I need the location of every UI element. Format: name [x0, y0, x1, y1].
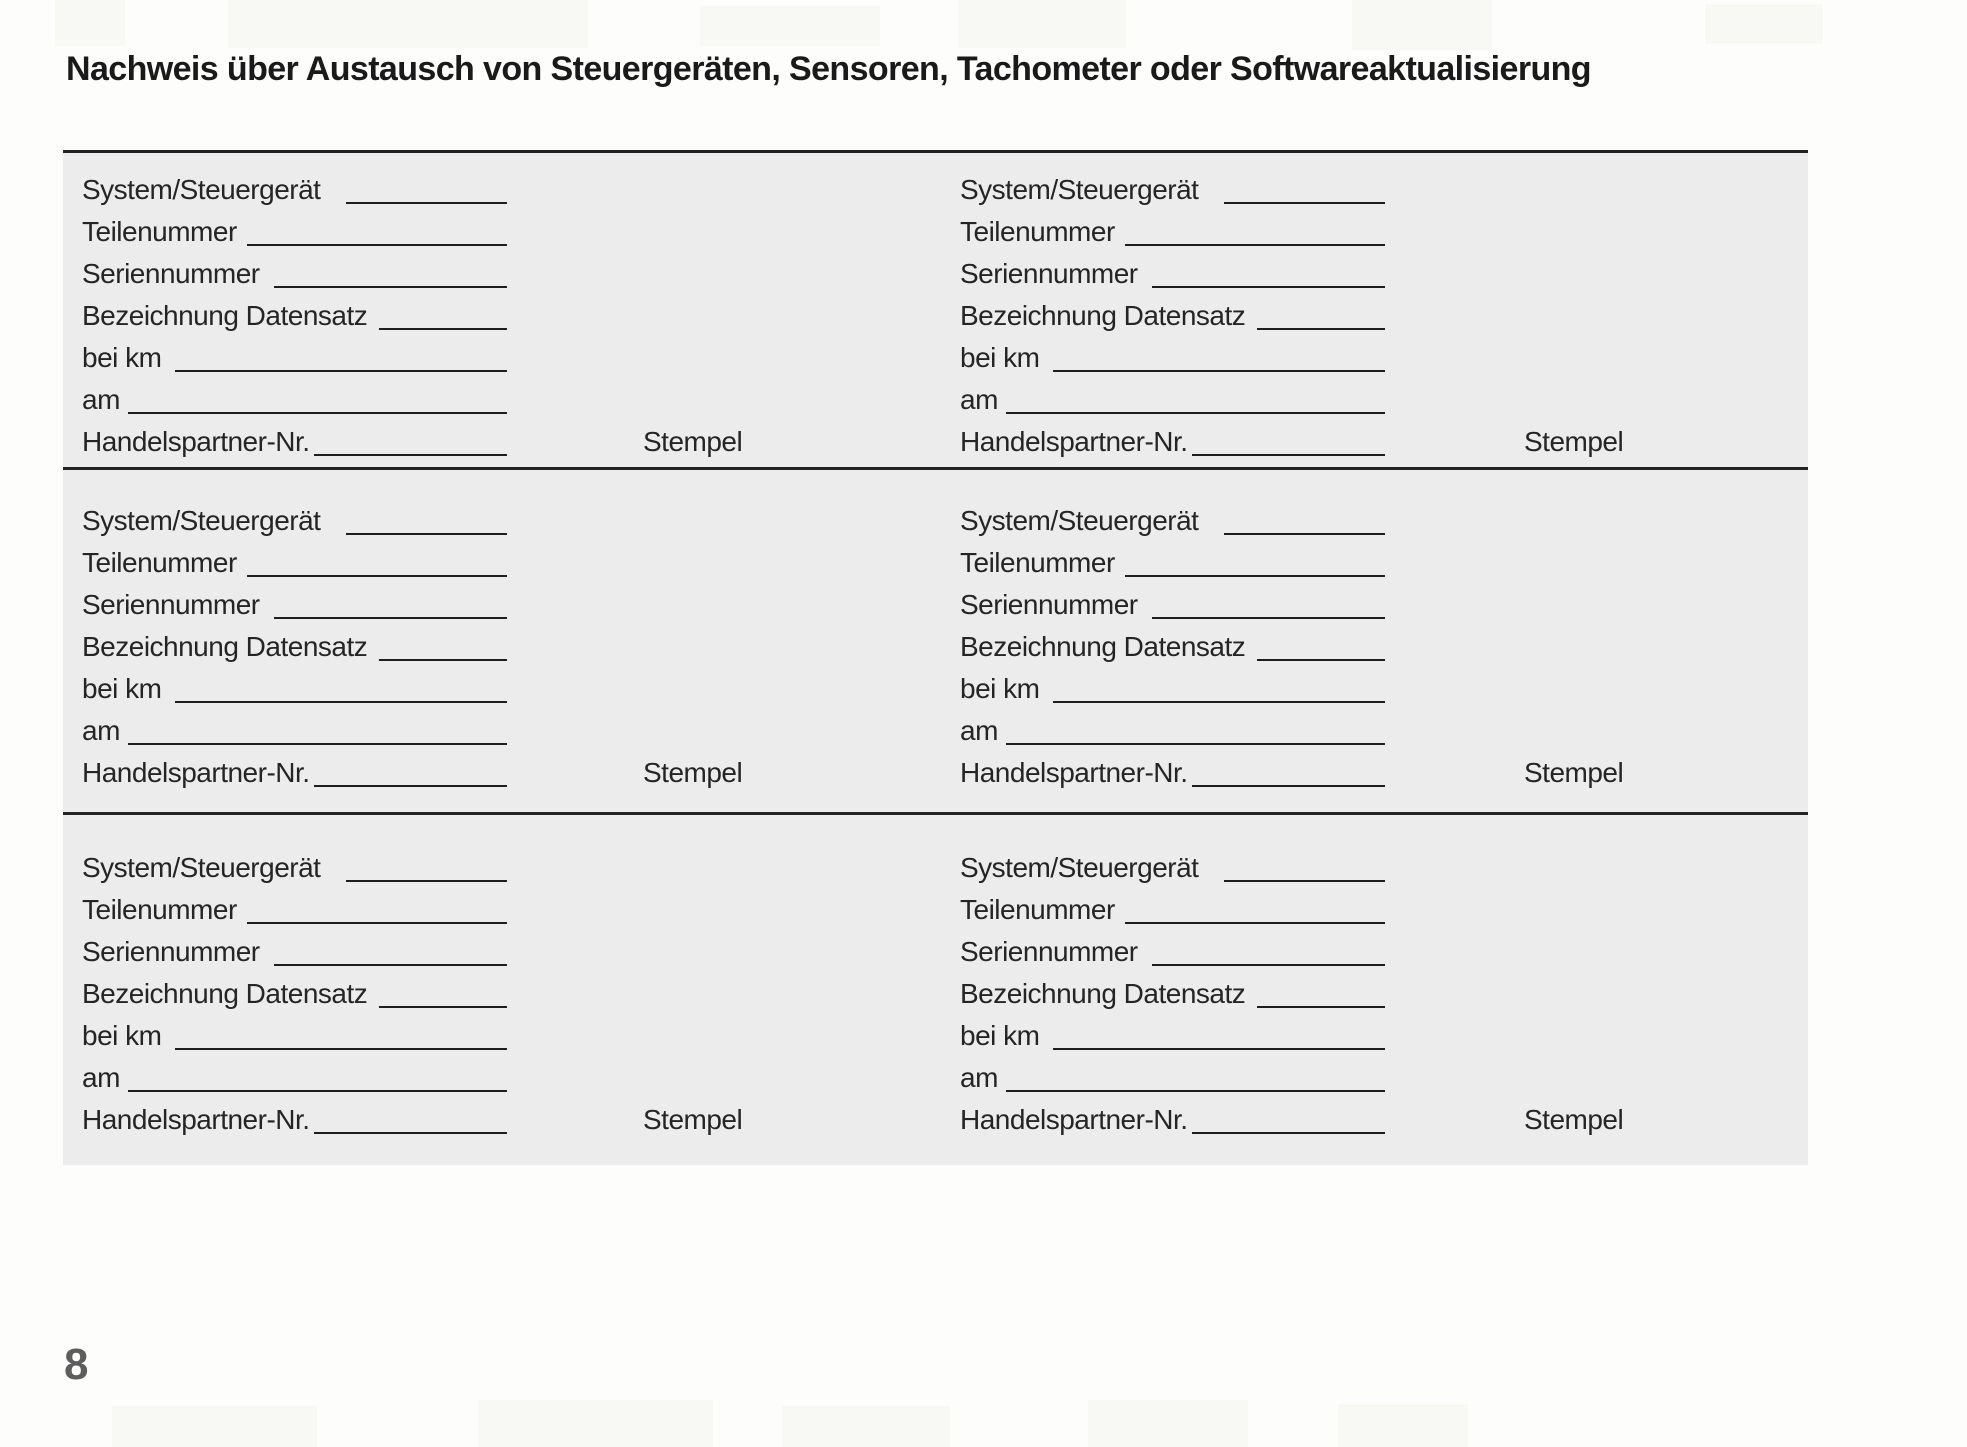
system-steuergeraet-label: System/Steuergerät	[82, 174, 321, 205]
form-row-teilenummer	[82, 542, 507, 584]
system-steuergeraet-label: System/Steuergerät	[960, 852, 1199, 883]
form-row-system	[82, 169, 507, 211]
form-panel	[63, 150, 1808, 1165]
seriennummer-label: Seriennummer	[960, 589, 1138, 620]
form-row-teilenummer	[960, 211, 1385, 253]
am-blank-line	[1006, 1090, 1385, 1092]
seriennummer-blank-line	[274, 286, 507, 288]
bezeichnung-datensatz-blank-line	[1257, 328, 1385, 330]
form-block-1-right	[960, 169, 1385, 463]
handelspartner-nr-blank-line	[314, 785, 507, 787]
form-section-2	[63, 467, 1808, 812]
handelspartner-nr-blank-line	[314, 1132, 507, 1134]
bei-km-blank-line	[175, 370, 507, 372]
handelspartner-nr-label: Handelspartner-Nr.	[960, 1104, 1188, 1135]
form-block-1-left	[82, 169, 507, 463]
stamp-label-1-left: Stempel	[643, 426, 743, 457]
am-label: am	[82, 715, 120, 746]
system-steuergeraet-label: System/Steuergerät	[82, 852, 321, 883]
bezeichnung-datensatz-blank-line	[1257, 659, 1385, 661]
form-row-system	[960, 500, 1385, 542]
scan-artifact	[55, 0, 125, 46]
form-row-seriennummer	[82, 584, 507, 626]
bezeichnung-datensatz-label: Bezeichnung Datensatz	[960, 631, 1246, 662]
teilenummer-blank-line	[247, 575, 507, 577]
form-row-bezeichnung-datensatz	[960, 295, 1385, 337]
form-block-2-left	[82, 500, 507, 794]
bezeichnung-datensatz-label: Bezeichnung Datensatz	[82, 300, 368, 331]
form-row-teilenummer	[82, 211, 507, 253]
scan-artifact	[112, 1406, 317, 1447]
form-row-bei-km	[82, 337, 507, 379]
seriennummer-label: Seriennummer	[960, 936, 1138, 967]
form-row-seriennummer	[82, 253, 507, 295]
form-row-handelspartner-nr	[82, 1099, 507, 1141]
system-steuergeraet-blank-line	[346, 202, 507, 204]
handelspartner-nr-blank-line	[1192, 454, 1385, 456]
bei-km-blank-line	[1053, 370, 1385, 372]
system-steuergeraet-blank-line	[1224, 880, 1385, 882]
form-row-handelspartner-nr	[82, 421, 507, 463]
bezeichnung-datensatz-blank-line	[379, 328, 507, 330]
teilenummer-blank-line	[247, 922, 507, 924]
bei-km-blank-line	[175, 1048, 507, 1050]
handelspartner-nr-blank-line	[1192, 785, 1385, 787]
bezeichnung-datensatz-label: Bezeichnung Datensatz	[82, 631, 368, 662]
scan-artifact	[1338, 1404, 1468, 1447]
form-row-system	[960, 169, 1385, 211]
form-row-seriennummer	[960, 931, 1385, 973]
bezeichnung-datensatz-label: Bezeichnung Datensatz	[82, 978, 368, 1009]
bezeichnung-datensatz-blank-line	[379, 1006, 507, 1008]
form-row-am	[960, 710, 1385, 752]
bei-km-label: bei km	[82, 342, 162, 373]
scan-artifact	[782, 1406, 950, 1447]
form-row-system	[960, 847, 1385, 889]
stamp-label-1-right: Stempel	[1524, 426, 1624, 457]
form-row-bezeichnung-datensatz	[82, 626, 507, 668]
handelspartner-nr-blank-line	[1192, 1132, 1385, 1134]
handelspartner-nr-label: Handelspartner-Nr.	[960, 426, 1188, 457]
form-row-teilenummer	[960, 889, 1385, 931]
seriennummer-blank-line	[274, 617, 507, 619]
handelspartner-nr-label: Handelspartner-Nr.	[82, 757, 310, 788]
teilenummer-label: Teilenummer	[960, 547, 1115, 578]
bei-km-label: bei km	[82, 1020, 162, 1051]
stamp-label-2-right: Stempel	[1524, 757, 1624, 788]
scan-artifact	[228, 0, 588, 48]
form-row-bei-km	[960, 1015, 1385, 1057]
am-label: am	[960, 1062, 998, 1093]
form-row-bei-km	[82, 668, 507, 710]
am-label: am	[82, 1062, 120, 1093]
form-row-seriennummer	[960, 584, 1385, 626]
seriennummer-blank-line	[274, 964, 507, 966]
form-row-seriennummer	[82, 931, 507, 973]
scan-artifact	[958, 0, 1126, 48]
seriennummer-blank-line	[1152, 617, 1385, 619]
bezeichnung-datensatz-label: Bezeichnung Datensatz	[960, 978, 1246, 1009]
teilenummer-label: Teilenummer	[82, 216, 237, 247]
teilenummer-label: Teilenummer	[82, 894, 237, 925]
am-blank-line	[128, 743, 507, 745]
scan-artifact	[1705, 4, 1823, 44]
form-row-bei-km	[960, 337, 1385, 379]
form-block-2-right	[960, 500, 1385, 794]
teilenummer-blank-line	[1125, 575, 1385, 577]
form-row-bei-km	[82, 1015, 507, 1057]
system-steuergeraet-label: System/Steuergerät	[82, 505, 321, 536]
scan-artifact	[1088, 1400, 1248, 1447]
form-row-bezeichnung-datensatz	[960, 626, 1385, 668]
form-section-3	[63, 812, 1808, 1165]
bei-km-blank-line	[1053, 701, 1385, 703]
form-row-handelspartner-nr	[960, 1099, 1385, 1141]
system-steuergeraet-label: System/Steuergerät	[960, 505, 1199, 536]
bei-km-label: bei km	[960, 673, 1040, 704]
form-row-am	[82, 379, 507, 421]
am-blank-line	[128, 1090, 507, 1092]
form-row-am	[960, 379, 1385, 421]
form-row-teilenummer	[82, 889, 507, 931]
seriennummer-blank-line	[1152, 964, 1385, 966]
bei-km-label: bei km	[960, 342, 1040, 373]
am-blank-line	[128, 412, 507, 414]
system-steuergeraet-blank-line	[1224, 533, 1385, 535]
scan-artifact	[478, 1400, 713, 1447]
teilenummer-blank-line	[1125, 244, 1385, 246]
form-row-bei-km	[960, 668, 1385, 710]
stamp-label-2-left: Stempel	[643, 757, 743, 788]
am-label: am	[82, 384, 120, 415]
form-block-3-left	[82, 847, 507, 1141]
handelspartner-nr-blank-line	[314, 454, 507, 456]
form-row-bezeichnung-datensatz	[82, 973, 507, 1015]
handelspartner-nr-label: Handelspartner-Nr.	[960, 757, 1188, 788]
seriennummer-label: Seriennummer	[82, 936, 260, 967]
system-steuergeraet-label: System/Steuergerät	[960, 174, 1199, 205]
form-row-bezeichnung-datensatz	[960, 973, 1385, 1015]
form-row-seriennummer	[960, 253, 1385, 295]
seriennummer-blank-line	[1152, 286, 1385, 288]
bei-km-blank-line	[175, 701, 507, 703]
system-steuergeraet-blank-line	[346, 533, 507, 535]
form-section-1	[63, 150, 1808, 467]
teilenummer-label: Teilenummer	[82, 547, 237, 578]
bezeichnung-datensatz-blank-line	[379, 659, 507, 661]
bei-km-blank-line	[1053, 1048, 1385, 1050]
teilenummer-blank-line	[1125, 922, 1385, 924]
am-blank-line	[1006, 743, 1385, 745]
scan-artifact	[700, 6, 880, 46]
bezeichnung-datensatz-blank-line	[1257, 1006, 1385, 1008]
teilenummer-label: Teilenummer	[960, 216, 1115, 247]
form-row-teilenummer	[960, 542, 1385, 584]
form-row-system	[82, 500, 507, 542]
handelspartner-nr-label: Handelspartner-Nr.	[82, 426, 310, 457]
form-block-3-right	[960, 847, 1385, 1141]
bezeichnung-datensatz-label: Bezeichnung Datensatz	[960, 300, 1246, 331]
page-number: 8	[64, 1340, 89, 1389]
form-row-handelspartner-nr	[960, 421, 1385, 463]
seriennummer-label: Seriennummer	[82, 258, 260, 289]
form-row-bezeichnung-datensatz	[82, 295, 507, 337]
seriennummer-label: Seriennummer	[82, 589, 260, 620]
form-row-handelspartner-nr	[82, 752, 507, 794]
seriennummer-label: Seriennummer	[960, 258, 1138, 289]
am-label: am	[960, 715, 998, 746]
stamp-label-3-right: Stempel	[1524, 1104, 1624, 1135]
form-row-am	[960, 1057, 1385, 1099]
form-row-handelspartner-nr	[960, 752, 1385, 794]
teilenummer-label: Teilenummer	[960, 894, 1115, 925]
am-label: am	[960, 384, 998, 415]
system-steuergeraet-blank-line	[346, 880, 507, 882]
form-row-system	[82, 847, 507, 889]
system-steuergeraet-blank-line	[1224, 202, 1385, 204]
handelspartner-nr-label: Handelspartner-Nr.	[82, 1104, 310, 1135]
bei-km-label: bei km	[82, 673, 162, 704]
scan-artifact	[1352, 0, 1492, 50]
form-row-am	[82, 710, 507, 752]
form-row-am	[82, 1057, 507, 1099]
page-title: Nachweis über Austausch von Steuergeräten, Sensoren, Tachometer oder Softwareaktualisierung	[66, 50, 1591, 88]
bei-km-label: bei km	[960, 1020, 1040, 1051]
am-blank-line	[1006, 412, 1385, 414]
teilenummer-blank-line	[247, 244, 507, 246]
stamp-label-3-left: Stempel	[643, 1104, 743, 1135]
